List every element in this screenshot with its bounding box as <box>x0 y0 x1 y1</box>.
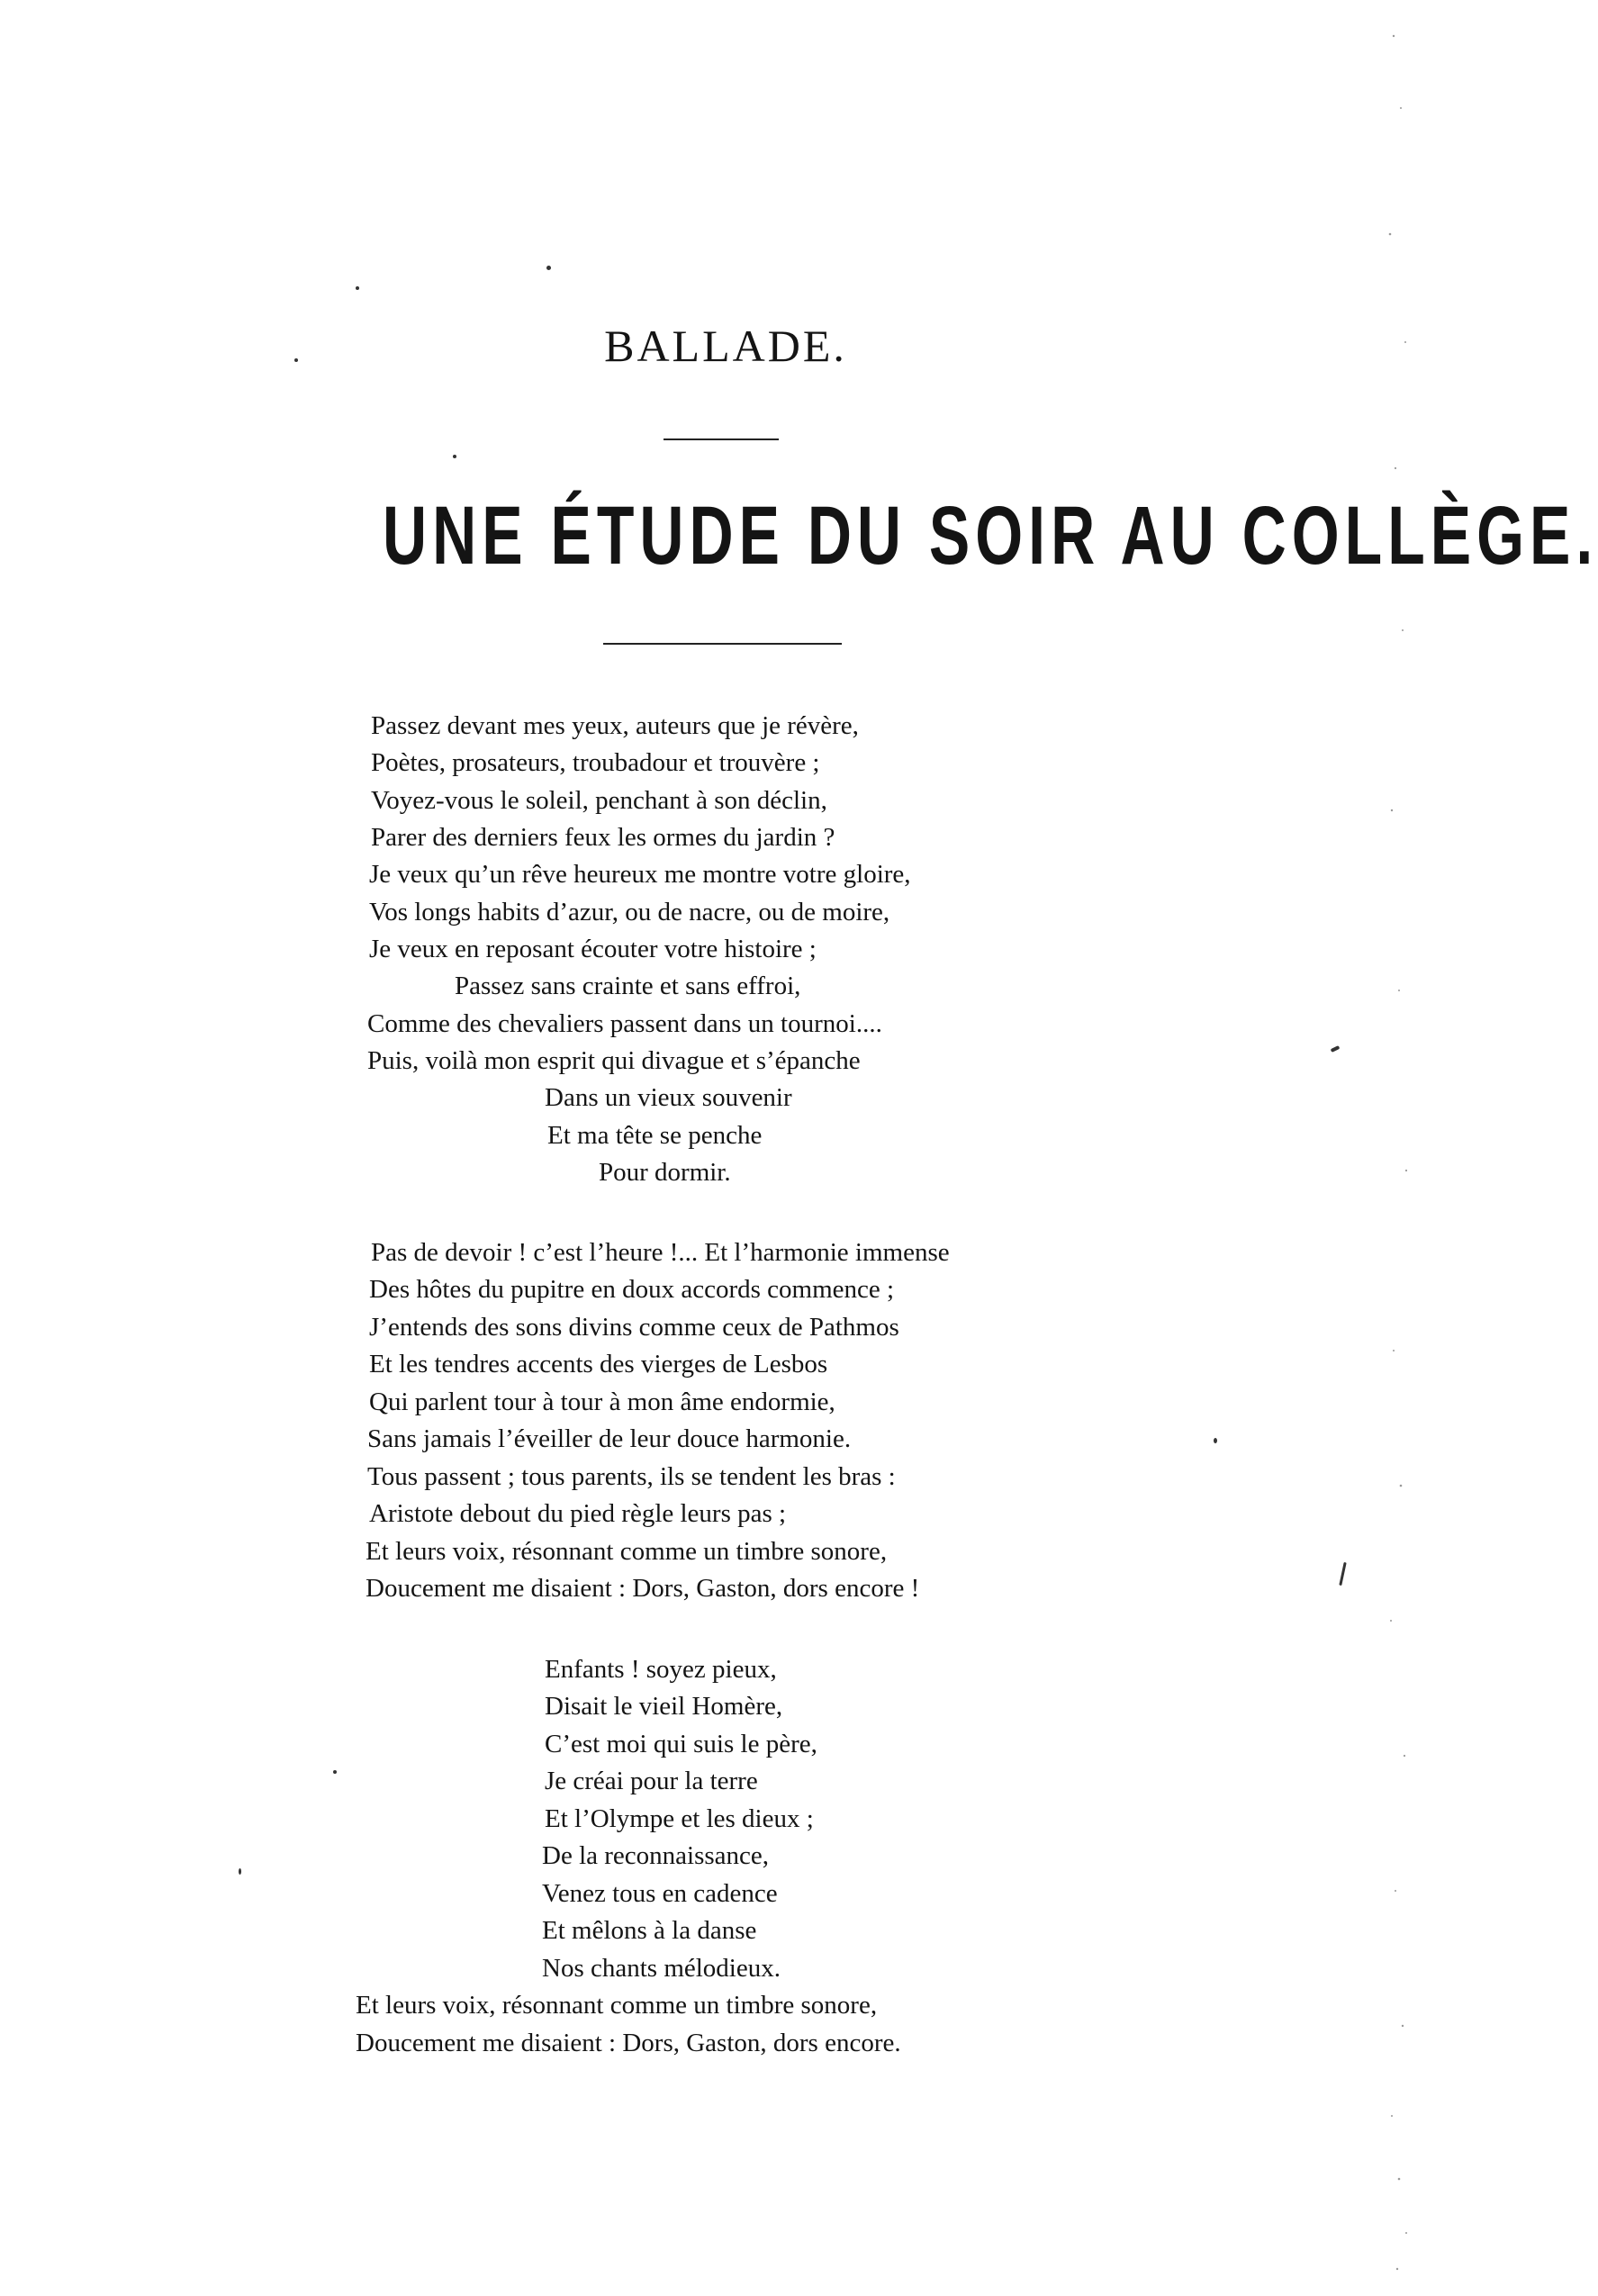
verse-line: Nos chants mélodieux. <box>542 1954 781 1983</box>
verse-line: Enfants ! soyez pieux, <box>545 1655 777 1684</box>
verse-line: Et l’Olympe et les dieux ; <box>545 1804 814 1833</box>
verse-line: Pas de devoir ! c’est l’heure !... Et l’harmonie immense <box>371 1238 950 1267</box>
verse-line: Je veux en reposant écouter votre histoire ; <box>369 935 817 963</box>
heading-divider <box>664 438 779 440</box>
verse-line: Et leurs voix, résonnant comme un timbre sonore, <box>366 1537 888 1566</box>
page-edge-noise <box>1383 0 1419 2296</box>
verse-line: Je veux qu’un rêve heureux me montre votre gloire, <box>369 860 911 889</box>
verse-line: Je créai pour la terre <box>545 1767 758 1795</box>
verse-line: Et leurs voix, résonnant comme un timbre sonore, <box>356 1991 878 2020</box>
verse-line: Sans jamais l’éveiller de leur douce harmonie. <box>367 1424 852 1453</box>
verse-line: Et mêlons à la danse <box>542 1916 757 1945</box>
verse-line: Et ma tête se penche <box>547 1121 763 1150</box>
verse-line: De la reconnaissance, <box>542 1841 770 1870</box>
verse-line: J’entends des sons divins comme ceux de Pathmos <box>369 1313 899 1342</box>
verse-line: Voyez-vous le soleil, penchant à son déclin, <box>371 786 827 815</box>
scan-speck <box>453 455 456 458</box>
verse-line: Tous passent ; tous parents, ils se tendent les bras : <box>367 1462 896 1491</box>
poem-title: UNE ÉTUDE DU SOIR AU COLLÈGE. <box>383 489 1598 583</box>
verse-line: Qui parlent tour à tour à mon âme endormie, <box>369 1388 835 1416</box>
scan-speck <box>356 286 359 290</box>
verse-line: Parer des derniers feux les ormes du jardin ? <box>371 823 835 852</box>
poem-heading: BALLADE. <box>604 321 847 371</box>
verse-line: Des hôtes du pupitre en doux accords commence ; <box>369 1275 895 1304</box>
title-divider <box>603 643 842 645</box>
scan-speck <box>239 1868 241 1875</box>
verse-line: Passez sans crainte et sans effroi, <box>455 972 801 1000</box>
verse-line: Doucement me disaient : Dors, Gaston, dors encore ! <box>366 1574 920 1603</box>
verse-line: Passez devant mes yeux, auteurs que je révère, <box>371 711 859 740</box>
scan-speck <box>294 358 298 362</box>
verse-line: Dans un vieux souvenir <box>545 1083 792 1112</box>
scan-speck <box>333 1770 337 1774</box>
verse-line: Aristote debout du pied règle leurs pas ; <box>369 1499 787 1528</box>
scan-speck <box>1339 1562 1346 1586</box>
verse-line: C’est moi qui suis le père, <box>545 1730 817 1758</box>
verse-line: Et les tendres accents des vierges de Lesbos <box>369 1350 828 1379</box>
verse-line: Pour dormir. <box>599 1158 731 1187</box>
verse-line: Disait le vieil Homère, <box>545 1692 783 1721</box>
scan-speck <box>1331 1045 1341 1053</box>
verse-line: Venez tous en cadence <box>542 1879 778 1908</box>
verse-line: Doucement me disaient : Dors, Gaston, dors encore. <box>356 2029 901 2057</box>
verse-line: Puis, voilà mon esprit qui divague et s’épanche <box>367 1046 861 1075</box>
scan-speck <box>1214 1438 1217 1443</box>
verse-line: Comme des chevaliers passent dans un tournoi.... <box>367 1009 882 1038</box>
verse-line: Poètes, prosateurs, troubadour et trouvère ; <box>371 748 820 777</box>
verse-line: Vos longs habits d’azur, ou de nacre, ou de moire, <box>369 898 890 927</box>
scan-speck <box>546 266 551 270</box>
